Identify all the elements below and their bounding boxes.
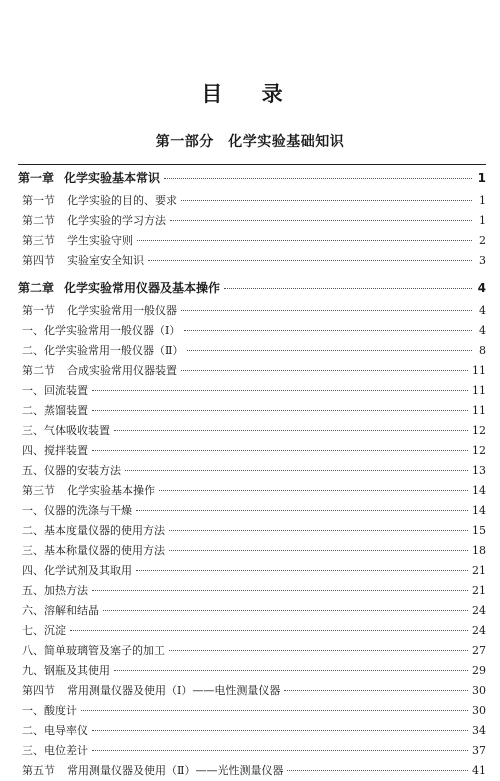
leader-dots [92,450,468,451]
leader-dots [92,410,468,411]
toc-item[interactable] [18,461,486,481]
toc-text: 沉淀 [44,624,66,637]
toc-number: 六、 [22,604,44,617]
toc-item[interactable] [18,381,486,401]
toc-page: 24 [472,604,486,617]
toc-number: 一、 [22,324,44,337]
toc-number: 一、 [22,704,44,717]
part-title: 第一部分 化学实验基础知识 [155,134,345,150]
toc-page: 24 [472,624,486,637]
toc-number: 二、 [22,724,44,737]
toc-number: 四、 [22,564,44,577]
toc-page: 41 [472,764,486,777]
toc-number: 一、 [22,504,44,517]
toc-text: 蒸馏装置 [44,404,88,417]
toc-text: 电导率仪 [44,724,88,737]
leader-dots [92,750,468,751]
toc-item[interactable] [18,521,486,541]
toc-page: 21 [472,584,486,597]
toc-text: 化学实验常用仪器及基本操作 [64,281,221,295]
toc-text: 化学实验常用一般仪器（Ⅱ） [44,344,184,357]
toc-text: 实验室安全知识 [67,254,144,267]
toc-page: 4 [477,281,486,295]
leader-dots [224,288,472,289]
leader-dots [137,240,472,241]
leader-dots [92,390,468,391]
toc-text: 基本称量仪器的使用方法 [44,544,165,557]
toc-number: 第一章 [18,171,55,185]
toc-text: 气体吸收装置 [44,424,110,437]
toc-text: 回流装置 [44,384,88,397]
leader-dots [136,510,468,511]
leader-dots [164,178,472,179]
toc-text: 化学实验基本常识 [64,171,161,185]
toc-section[interactable] [18,301,486,321]
toc-text: 钢瓶及其使用 [44,664,110,677]
toc-item[interactable] [18,601,486,621]
toc-page: 11 [472,404,486,417]
toc-number: 第一节 [22,194,55,207]
toc-text: 加热方法 [44,584,88,597]
toc-item[interactable] [18,541,486,561]
leader-dots [284,690,468,691]
toc-section[interactable] [18,251,486,271]
toc-page: 11 [472,364,486,377]
leader-dots [70,630,468,631]
toc-page: 27 [472,644,486,657]
leader-dots [136,570,468,571]
toc-page: 1 [479,194,486,207]
toc-item[interactable] [18,621,486,641]
toc-number: 七、 [22,624,44,637]
toc-page: 13 [472,464,486,477]
toc-item[interactable] [18,561,486,581]
leader-dots [184,330,472,331]
toc-page: 2 [479,234,486,247]
toc-section[interactable] [18,361,486,381]
toc-page: 4 [479,304,486,317]
toc-number: 第二章 [18,281,55,295]
toc-text: 学生实验守则 [67,234,133,247]
leader-dots [187,350,472,351]
leader-dots [169,550,468,551]
toc-item[interactable] [18,421,486,441]
leader-dots [148,260,472,261]
leader-dots [114,670,468,671]
toc-page: 12 [472,444,486,457]
toc-text: 化学实验常用一般仪器 [67,304,177,317]
leader-dots [181,370,468,371]
toc-number: 四、 [22,444,44,457]
toc-number: 第五节 [22,764,55,777]
toc-text: 常用测量仪器及使用（Ⅱ）——光性测量仪器 [67,764,284,777]
leader-dots [169,530,468,531]
leader-dots [114,430,468,431]
toc-section[interactable] [18,481,486,501]
toc-page: 8 [479,344,486,357]
toc-section[interactable] [18,211,486,231]
leader-dots [170,220,472,221]
toc-number: 二、 [22,524,44,537]
toc-chapter[interactable] [18,275,486,301]
leader-dots [125,470,468,471]
toc-number: 五、 [22,464,44,477]
toc-text: 常用测量仪器及使用（Ⅰ）——电性测量仪器 [67,684,281,697]
toc-text: 化学实验的目的、要求 [67,194,177,207]
toc-text: 电位差计 [44,744,88,757]
leader-dots [92,730,468,731]
toc-item[interactable] [18,741,486,761]
leader-dots [159,490,468,491]
page-title: 目 录 [201,82,299,106]
toc-page: 21 [472,564,486,577]
leader-dots [181,310,472,311]
toc-number: 一、 [22,384,44,397]
toc-item[interactable] [18,501,486,521]
toc-number: 九、 [22,664,44,677]
toc-number: 第二节 [22,214,55,227]
toc-page: 34 [472,724,486,737]
toc-text: 简单玻璃管及塞子的加工 [44,644,165,657]
leader-dots [287,770,468,771]
toc-number: 三、 [22,424,44,437]
toc-chapter[interactable] [18,164,486,191]
toc-number: 第三节 [22,234,55,247]
toc-page: 15 [472,524,486,537]
toc-item[interactable] [18,321,486,341]
toc-text: 酸度计 [44,704,77,717]
leader-dots [103,610,468,611]
toc-page: 12 [472,424,486,437]
table-of-contents [18,164,486,781]
toc-number: 第一节 [22,304,55,317]
toc-page: 30 [472,704,486,717]
toc-text: 搅拌装置 [44,444,88,457]
toc-section[interactable] [18,761,486,781]
toc-number: 二、 [22,404,44,417]
toc-text: 化学试剂及其取用 [44,564,132,577]
toc-page: 14 [472,484,486,497]
toc-item[interactable] [18,721,486,741]
leader-dots [169,650,468,651]
toc-page: 30 [472,684,486,697]
toc-text: 仪器的安装方法 [44,464,121,477]
toc-page: 14 [472,504,486,517]
toc-page: 29 [472,664,486,677]
toc-page: 1 [479,214,486,227]
toc-page: 3 [479,254,486,267]
toc-text: 化学实验基本操作 [67,484,155,497]
toc-text: 化学实验常用一般仪器（Ⅰ） [44,324,181,337]
toc-number: 第四节 [22,684,55,697]
toc-section[interactable] [18,231,486,251]
toc-text: 溶解和结晶 [44,604,99,617]
toc-text: 化学实验的学习方法 [67,214,166,227]
toc-item[interactable] [18,701,486,721]
toc-page: 11 [472,384,486,397]
leader-dots [81,710,468,711]
toc-item[interactable] [18,341,486,361]
toc-number: 第四节 [22,254,55,267]
toc-number: 二、 [22,344,44,357]
toc-item[interactable] [18,401,486,421]
toc-section[interactable] [18,191,486,211]
leader-dots [92,590,468,591]
toc-number: 第三节 [22,484,55,497]
toc-item[interactable] [18,581,486,601]
toc-number: 三、 [22,744,44,757]
leader-dots [181,200,472,201]
toc-text: 合成实验常用仪器装置 [67,364,177,377]
toc-number: 三、 [22,544,44,557]
toc-page: 1 [477,171,486,185]
toc-text: 基本度量仪器的使用方法 [44,524,165,537]
toc-item[interactable] [18,641,486,661]
toc-text: 仪器的洗涤与干燥 [44,504,132,517]
toc-item[interactable] [18,661,486,681]
toc-number: 五、 [22,584,44,597]
toc-item[interactable] [18,441,486,461]
toc-page: 37 [472,744,486,757]
toc-number: 八、 [22,644,44,657]
toc-page: 18 [472,544,486,557]
toc-section[interactable] [18,681,486,701]
toc-number: 第二节 [22,364,55,377]
toc-page: 4 [479,324,486,337]
